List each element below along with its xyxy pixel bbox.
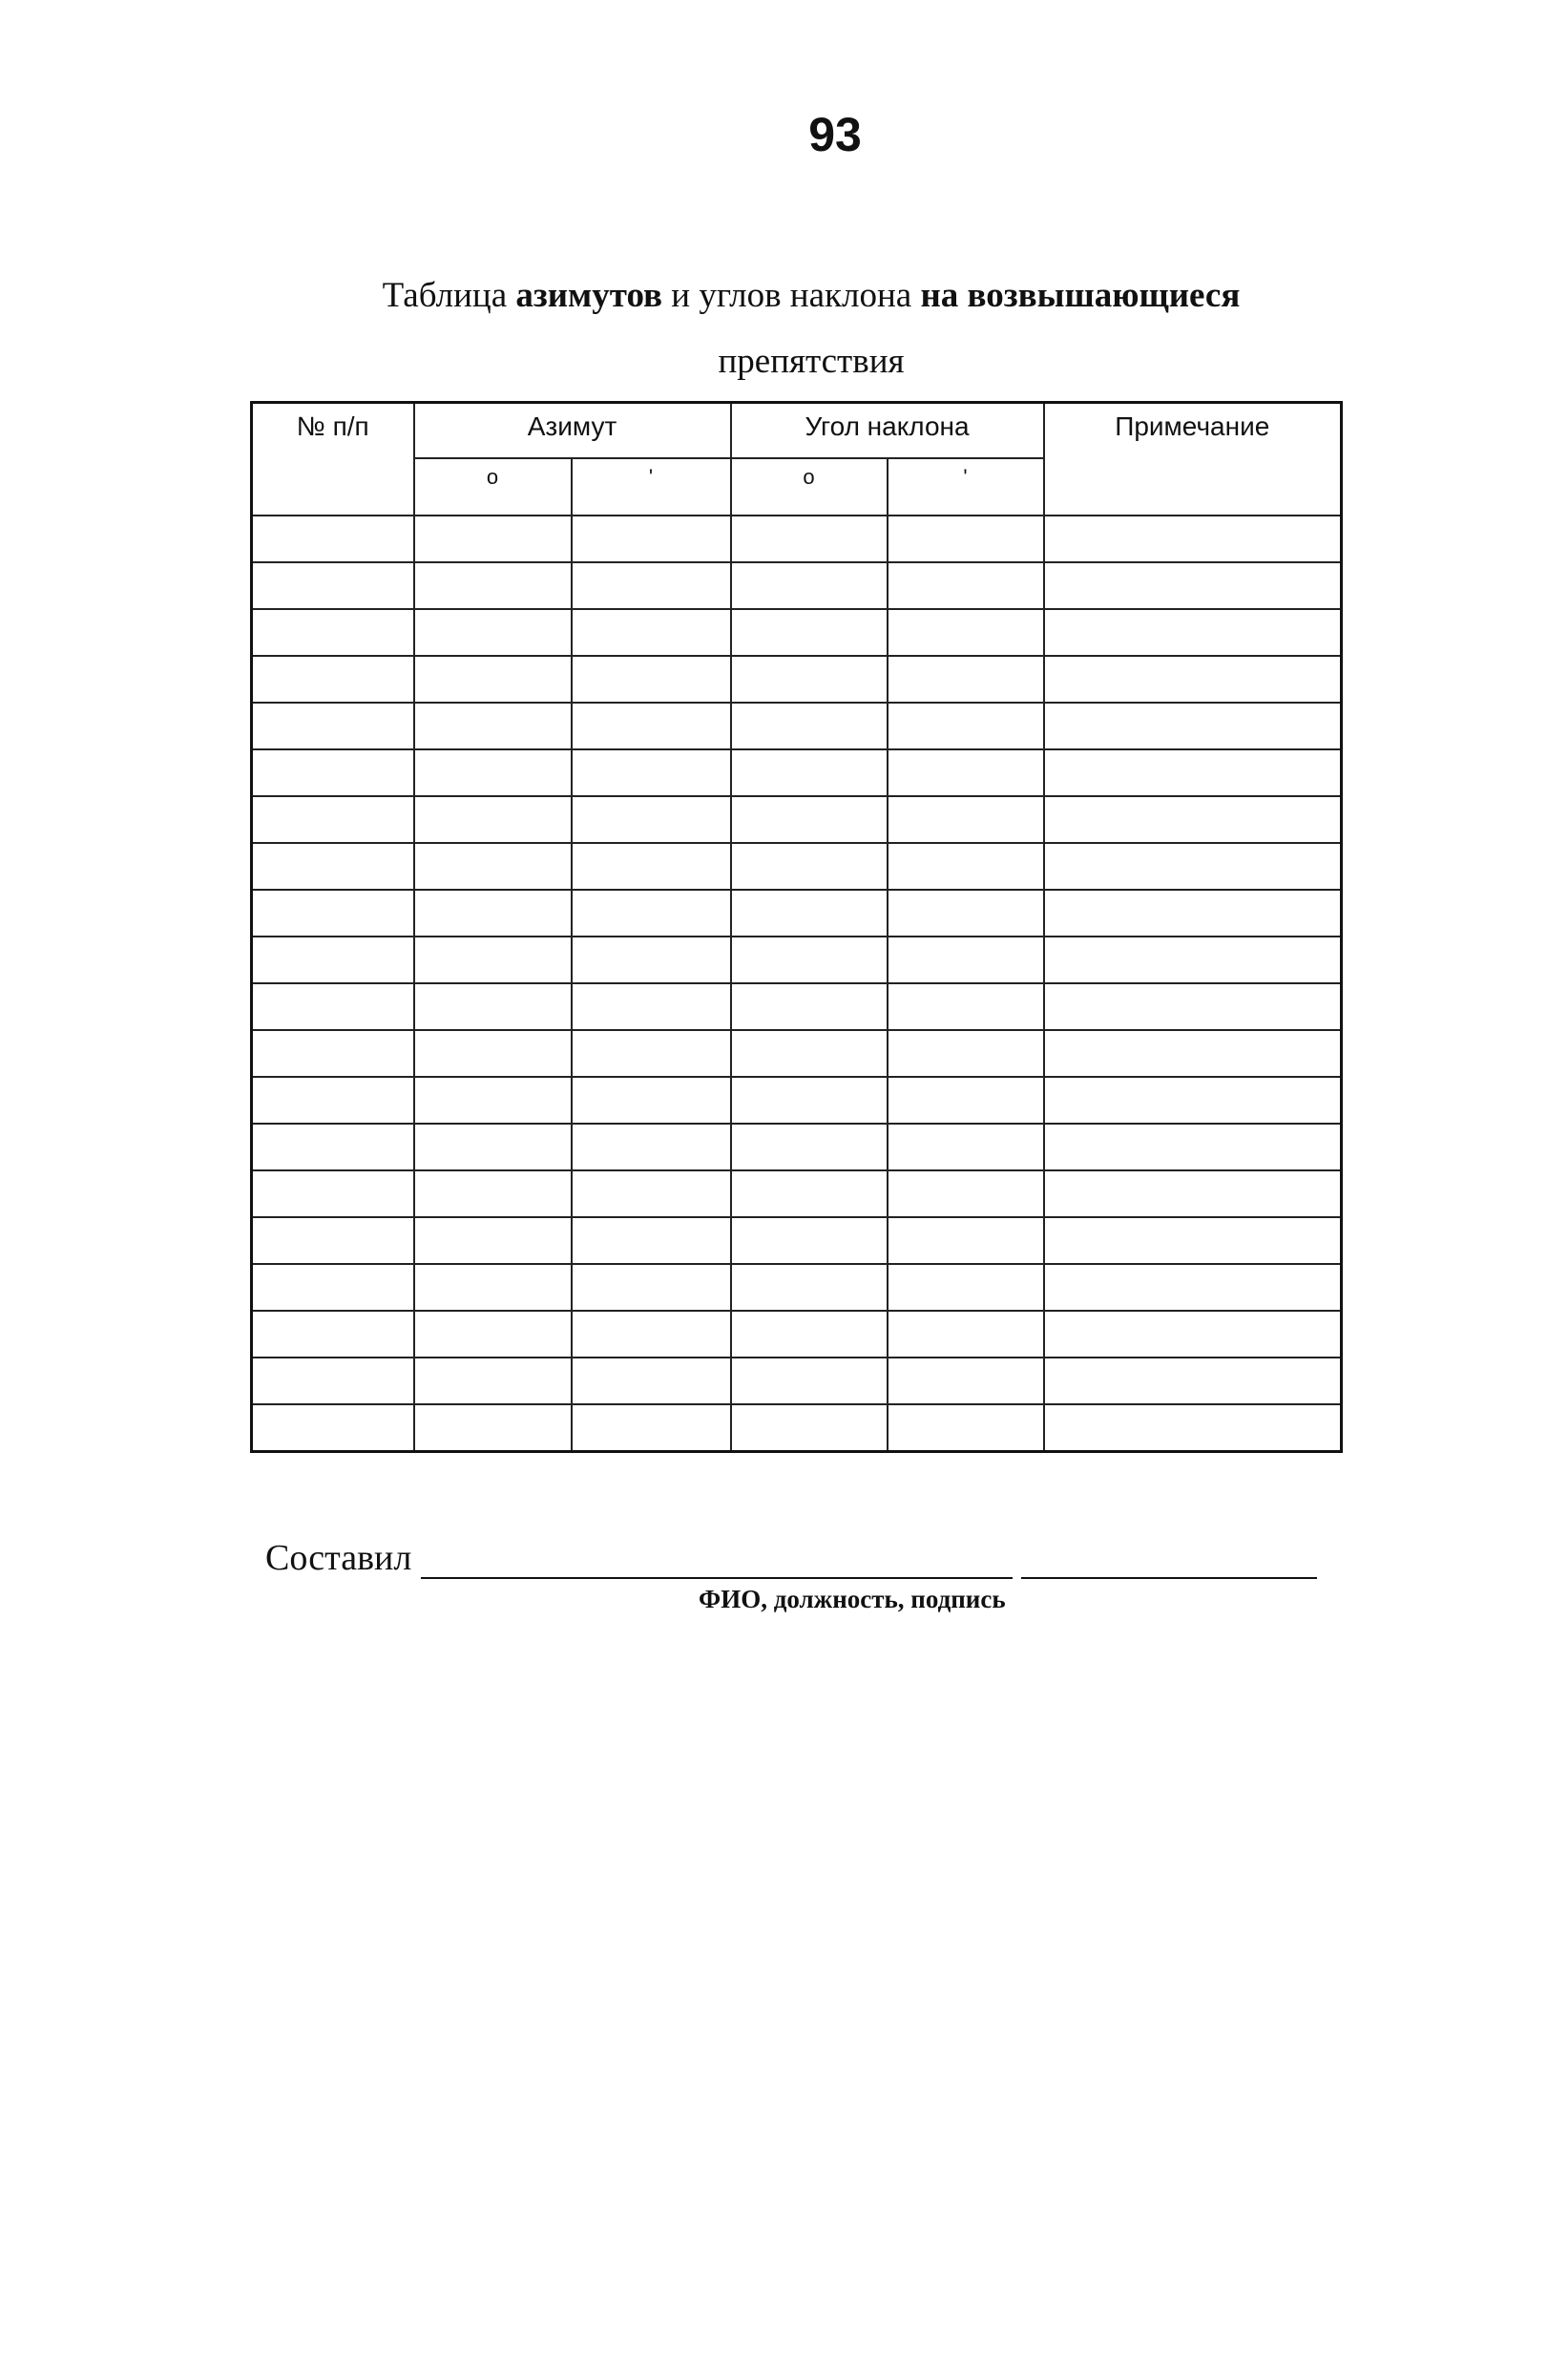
azimuth-degrees-cell	[414, 890, 572, 937]
azimuth-degrees-cell	[414, 1311, 572, 1358]
azimuth-degrees-cell	[414, 843, 572, 890]
num-cell	[252, 983, 414, 1030]
azimuth-minutes-cell	[572, 749, 731, 796]
num-cell	[252, 1124, 414, 1170]
angle-minutes-cell	[888, 656, 1044, 703]
note-cell	[1044, 796, 1342, 843]
table-row	[252, 983, 1342, 1030]
table-row	[252, 516, 1342, 562]
azimuth-minutes-cell	[572, 1311, 731, 1358]
note-cell	[1044, 1217, 1342, 1264]
angle-degrees-cell	[731, 749, 888, 796]
angle-minutes-cell	[888, 749, 1044, 796]
note-cell	[1044, 843, 1342, 890]
angle-degrees-cell	[731, 796, 888, 843]
note-cell	[1044, 562, 1342, 609]
azimuth-minutes-cell	[572, 983, 731, 1030]
note-cell	[1044, 1030, 1342, 1077]
azimuth-degrees-cell	[414, 796, 572, 843]
azimuth-degrees-cell	[414, 1030, 572, 1077]
angle-degrees-cell	[731, 1170, 888, 1217]
note-cell	[1044, 703, 1342, 749]
num-cell	[252, 937, 414, 983]
azimuth-minutes-cell	[572, 1264, 731, 1311]
angle-degrees-cell	[731, 656, 888, 703]
signature-line-sign	[1021, 1577, 1317, 1579]
num-cell	[252, 562, 414, 609]
note-cell	[1044, 656, 1342, 703]
angle-degrees-unit: о	[731, 458, 888, 516]
angle-minutes-cell	[888, 1170, 1044, 1217]
title-part-4: на возвышающиеся	[920, 276, 1241, 315]
angle-minutes-cell	[888, 562, 1044, 609]
num-cell	[252, 703, 414, 749]
table-row	[252, 937, 1342, 983]
angle-degrees-cell	[731, 1358, 888, 1404]
num-cell	[252, 516, 414, 562]
signature-caption: ФИО, должность, подпись	[699, 1585, 1006, 1613]
azimuth-degrees-cell	[414, 516, 572, 562]
angle-degrees-cell	[731, 1404, 888, 1452]
angle-minutes-unit: '	[888, 458, 1044, 516]
azimuth-degrees-unit: о	[414, 458, 572, 516]
note-cell	[1044, 749, 1342, 796]
num-cell	[252, 1170, 414, 1217]
azimuth-minutes-cell	[572, 937, 731, 983]
angle-minutes-cell	[888, 843, 1044, 890]
angle-degrees-cell	[731, 1030, 888, 1077]
azimuth-degrees-cell	[414, 983, 572, 1030]
azimuth-degrees-cell	[414, 703, 572, 749]
table-body	[252, 516, 1342, 1452]
angle-minutes-cell	[888, 890, 1044, 937]
azimuth-degrees-cell	[414, 1404, 572, 1452]
note-cell	[1044, 1404, 1342, 1452]
azimuth-minutes-cell	[572, 516, 731, 562]
angle-minutes-cell	[888, 1404, 1044, 1452]
note-cell	[1044, 1124, 1342, 1170]
azimuth-minutes-cell	[572, 703, 731, 749]
azimuth-degrees-cell	[414, 1170, 572, 1217]
azimuth-degrees-cell	[414, 562, 572, 609]
table-row	[252, 1170, 1342, 1217]
page-number: 93	[808, 108, 862, 161]
num-cell	[252, 1030, 414, 1077]
angle-minutes-cell	[888, 1217, 1044, 1264]
angle-degrees-cell	[731, 516, 888, 562]
angle-degrees-cell	[731, 562, 888, 609]
angle-minutes-cell	[888, 1030, 1044, 1077]
angle-degrees-cell	[731, 1311, 888, 1358]
angle-minutes-cell	[888, 983, 1044, 1030]
title-part-2: азимутов	[515, 276, 663, 315]
table-row	[252, 609, 1342, 656]
num-cell	[252, 1217, 414, 1264]
azimuth-minutes-cell	[572, 609, 731, 656]
azimuth-degrees-cell	[414, 749, 572, 796]
angle-minutes-cell	[888, 703, 1044, 749]
azimuth-degrees-cell	[414, 1217, 572, 1264]
header-angle: Угол наклона	[731, 403, 1044, 459]
angle-minutes-cell	[888, 516, 1044, 562]
num-cell	[252, 1358, 414, 1404]
table-row	[252, 796, 1342, 843]
num-cell	[252, 1311, 414, 1358]
num-cell	[252, 1264, 414, 1311]
angle-minutes-cell	[888, 1358, 1044, 1404]
note-cell	[1044, 983, 1342, 1030]
table-row	[252, 1030, 1342, 1077]
table-title-line-2: препятствия	[718, 342, 905, 381]
table-row	[252, 890, 1342, 937]
azimuth-minutes-cell	[572, 796, 731, 843]
table-row	[252, 749, 1342, 796]
title-part-1: Таблица	[382, 276, 516, 315]
note-cell	[1044, 1077, 1342, 1124]
azimuth-minutes-cell	[572, 562, 731, 609]
angle-degrees-cell	[731, 890, 888, 937]
angle-degrees-cell	[731, 1077, 888, 1124]
table-row	[252, 703, 1342, 749]
azimuth-minutes-cell	[572, 1077, 731, 1124]
title-part-3: и углов наклона	[662, 276, 921, 315]
angle-degrees-cell	[731, 843, 888, 890]
angle-degrees-cell	[731, 983, 888, 1030]
angle-minutes-cell	[888, 1264, 1044, 1311]
note-cell	[1044, 937, 1342, 983]
azimuth-minutes-cell	[572, 890, 731, 937]
num-cell	[252, 656, 414, 703]
note-cell	[1044, 516, 1342, 562]
azimuth-minutes-unit: '	[572, 458, 731, 516]
angle-minutes-cell	[888, 1077, 1044, 1124]
angle-degrees-cell	[731, 1124, 888, 1170]
azimuth-degrees-cell	[414, 1124, 572, 1170]
table-header	[252, 403, 1342, 516]
note-cell	[1044, 890, 1342, 937]
num-cell	[252, 890, 414, 937]
angle-degrees-cell	[731, 703, 888, 749]
angle-degrees-cell	[731, 937, 888, 983]
angle-degrees-cell	[731, 1217, 888, 1264]
table-row	[252, 562, 1342, 609]
table-row	[252, 656, 1342, 703]
header-num: № п/п	[252, 403, 414, 516]
note-cell	[1044, 1170, 1342, 1217]
num-cell	[252, 1077, 414, 1124]
num-cell	[252, 843, 414, 890]
angle-minutes-cell	[888, 937, 1044, 983]
num-cell	[252, 749, 414, 796]
obstacles-table	[250, 401, 1343, 1453]
angle-minutes-cell	[888, 1311, 1044, 1358]
signature-line-name	[421, 1577, 1013, 1579]
azimuth-degrees-cell	[414, 1264, 572, 1311]
table-title-line-1	[0, 275, 1568, 316]
note-cell	[1044, 1358, 1342, 1404]
angle-degrees-cell	[731, 1264, 888, 1311]
table-row	[252, 1124, 1342, 1170]
azimuth-minutes-cell	[572, 1170, 731, 1217]
table-row	[252, 1077, 1342, 1124]
azimuth-degrees-cell	[414, 656, 572, 703]
azimuth-minutes-cell	[572, 1124, 731, 1170]
azimuth-degrees-cell	[414, 1358, 572, 1404]
num-cell	[252, 796, 414, 843]
azimuth-degrees-cell	[414, 1077, 572, 1124]
azimuth-degrees-cell	[414, 937, 572, 983]
table-row	[252, 843, 1342, 890]
table-row	[252, 1358, 1342, 1404]
note-cell	[1044, 1311, 1342, 1358]
azimuth-minutes-cell	[572, 1217, 731, 1264]
note-cell	[1044, 1264, 1342, 1311]
azimuth-minutes-cell	[572, 843, 731, 890]
angle-minutes-cell	[888, 796, 1044, 843]
compiled-by-label: Составил	[265, 1538, 412, 1578]
angle-minutes-cell	[888, 609, 1044, 656]
azimuth-minutes-cell	[572, 1358, 731, 1404]
num-cell	[252, 609, 414, 656]
azimuth-minutes-cell	[572, 1030, 731, 1077]
azimuth-minutes-cell	[572, 656, 731, 703]
table-row	[252, 1264, 1342, 1311]
header-note: Примечание	[1044, 403, 1342, 516]
angle-minutes-cell	[888, 1124, 1044, 1170]
angle-degrees-cell	[731, 609, 888, 656]
table-row	[252, 1217, 1342, 1264]
header-azimuth: Азимут	[414, 403, 731, 459]
note-cell	[1044, 609, 1342, 656]
table-row	[252, 1404, 1342, 1452]
table-row	[252, 1311, 1342, 1358]
num-cell	[252, 1404, 414, 1452]
azimuth-minutes-cell	[572, 1404, 731, 1452]
azimuth-degrees-cell	[414, 609, 572, 656]
